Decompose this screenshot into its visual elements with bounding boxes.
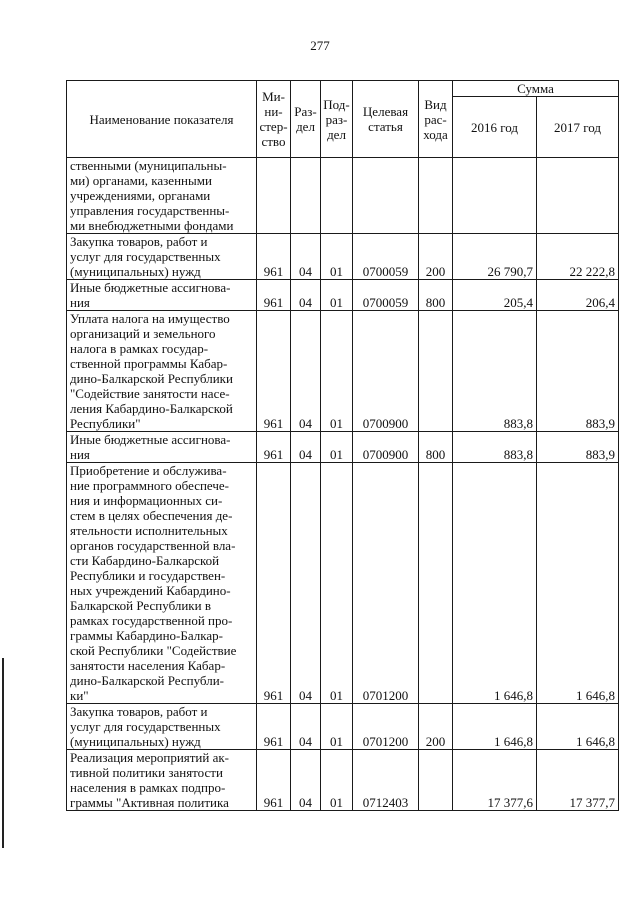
- cell-section: [291, 158, 321, 234]
- header-year-2016: 2016 год: [453, 97, 537, 158]
- cell-ministry: 961: [257, 234, 291, 280]
- cell-section: 04: [291, 280, 321, 311]
- header-year-2017: 2017 год: [537, 97, 619, 158]
- cell-type: 200: [419, 704, 453, 750]
- cell-type: 200: [419, 234, 453, 280]
- cell-target: 0712403: [353, 750, 419, 811]
- scan-margin-mark: [2, 658, 4, 848]
- cell-subsection: 01: [321, 750, 353, 811]
- cell-name: Закупка товаров, работ и услуг для государственных (муниципальных) нужд: [67, 704, 257, 750]
- cell-y2017: 22 222,8: [537, 234, 619, 280]
- cell-name: ственными (муниципальны- ми) органами, казенными учреждениями, органами управления государственны- ми внебюджетными фондами: [67, 158, 257, 234]
- table-row: [67, 432, 619, 463]
- header-expense-type: Вид рас- хода: [419, 81, 453, 158]
- cell-subsection: [321, 158, 353, 234]
- cell-y2016: 26 790,7: [453, 234, 537, 280]
- cell-y2017: 1 646,8: [537, 463, 619, 704]
- cell-target: [353, 158, 419, 234]
- cell-subsection: 01: [321, 463, 353, 704]
- cell-ministry: 961: [257, 311, 291, 432]
- cell-subsection: 01: [321, 280, 353, 311]
- cell-target: 0700059: [353, 234, 419, 280]
- cell-y2016: [453, 158, 537, 234]
- cell-y2016: 883,8: [453, 432, 537, 463]
- cell-subsection: 01: [321, 311, 353, 432]
- cell-type: [419, 311, 453, 432]
- cell-y2016: 17 377,6: [453, 750, 537, 811]
- cell-ministry: 961: [257, 432, 291, 463]
- cell-y2017: 883,9: [537, 311, 619, 432]
- cell-section: 04: [291, 704, 321, 750]
- cell-y2016: 1 646,8: [453, 704, 537, 750]
- header-name: Наименование показателя: [67, 81, 257, 158]
- budget-table: [66, 80, 619, 811]
- table-row: [67, 158, 619, 234]
- header-ministry: Ми- ни- стер- ство: [257, 81, 291, 158]
- cell-y2017: 206,4: [537, 280, 619, 311]
- cell-target: 0700900: [353, 311, 419, 432]
- cell-target: 0701200: [353, 463, 419, 704]
- table-row: [67, 750, 619, 811]
- cell-name: Уплата налога на имущество организаций и земельного налога в рамках государ- ственной программы Кабар- дино-Балкарской Республики "Содействие занятости насе- ления Кабардино-Балкарской Республики": [67, 311, 257, 432]
- header-sum: Сумма: [453, 81, 619, 97]
- cell-y2016: 1 646,8: [453, 463, 537, 704]
- cell-section: 04: [291, 432, 321, 463]
- header-target-article: Целевая статья: [353, 81, 419, 158]
- cell-section: 04: [291, 463, 321, 704]
- cell-type: 800: [419, 280, 453, 311]
- header-subsection: Под- раз- дел: [321, 81, 353, 158]
- cell-ministry: 961: [257, 750, 291, 811]
- cell-section: 04: [291, 234, 321, 280]
- cell-name: Приобретение и обслужива- ние программного обеспече- ния и информационных си- стем в целях обеспечения де- ятельности исполнительных органов государственной вла- сти Кабардино-Балкарской Республики и государствен- ных учреждений Кабардино- Балкарской Республики в рамках государственной про- граммы Кабардино-Балкар- ской Республики "Содействие занятости населения Кабар- дино-Балкарской Республи- ки": [67, 463, 257, 704]
- cell-name: Закупка товаров, работ и услуг для государственных (муниципальных) нужд: [67, 234, 257, 280]
- cell-subsection: 01: [321, 432, 353, 463]
- cell-y2017: 1 646,8: [537, 704, 619, 750]
- table-row: [67, 463, 619, 704]
- cell-type: [419, 158, 453, 234]
- table-row: [67, 311, 619, 432]
- cell-target: 0700900: [353, 432, 419, 463]
- cell-name: Реализация мероприятий ак- тивной политики занятости населения в рамках подпро- граммы "Активная политика: [67, 750, 257, 811]
- cell-y2016: 883,8: [453, 311, 537, 432]
- cell-subsection: 01: [321, 704, 353, 750]
- cell-y2016: 205,4: [453, 280, 537, 311]
- cell-ministry: [257, 158, 291, 234]
- table-row: [67, 234, 619, 280]
- cell-ministry: 961: [257, 463, 291, 704]
- cell-y2017: 883,9: [537, 432, 619, 463]
- table-header: [67, 81, 619, 158]
- cell-name: Иные бюджетные ассигнова- ния: [67, 280, 257, 311]
- page-number: 277: [310, 38, 330, 53]
- cell-type: [419, 750, 453, 811]
- cell-type: 800: [419, 432, 453, 463]
- cell-target: 0700059: [353, 280, 419, 311]
- header-section: Раз- дел: [291, 81, 321, 158]
- cell-target: 0701200: [353, 704, 419, 750]
- cell-ministry: 961: [257, 704, 291, 750]
- cell-name: Иные бюджетные ассигнова- ния: [67, 432, 257, 463]
- cell-section: 04: [291, 750, 321, 811]
- cell-y2017: [537, 158, 619, 234]
- table-body: [67, 158, 619, 811]
- cell-type: [419, 463, 453, 704]
- cell-section: 04: [291, 311, 321, 432]
- cell-subsection: 01: [321, 234, 353, 280]
- table-row: [67, 704, 619, 750]
- cell-ministry: 961: [257, 280, 291, 311]
- table-row: [67, 280, 619, 311]
- cell-y2017: 17 377,7: [537, 750, 619, 811]
